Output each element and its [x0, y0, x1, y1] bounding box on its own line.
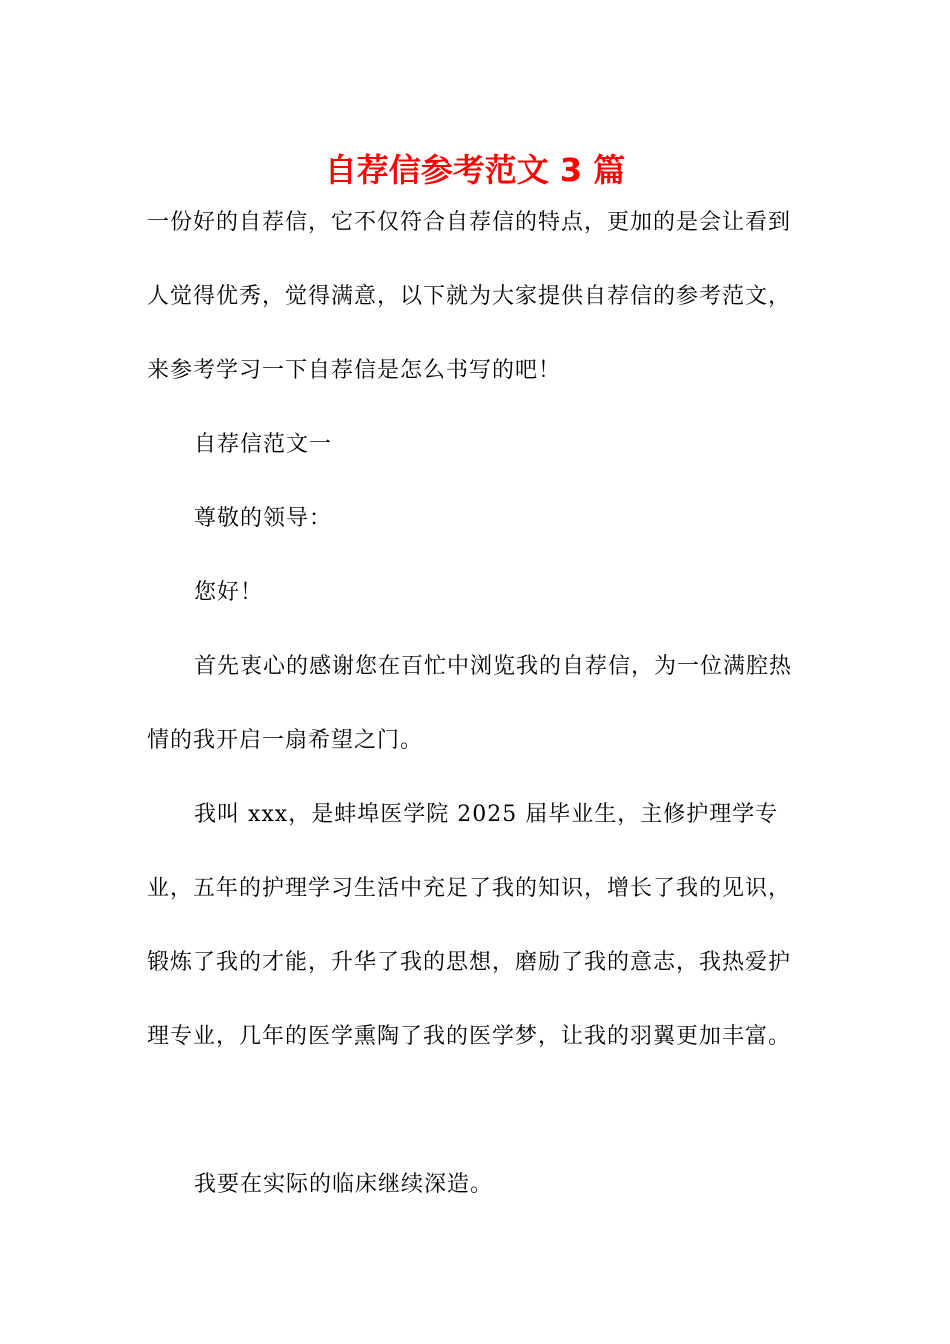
self-introduction-paragraph: 我叫 xxx，是蚌埠医学院 2025 届毕业生，主修护理学专业，五年的护理学习生活中充足了我的知识，增长了我的见识，锻炼了我的才能，升华了我的思想，磨励了我的意志，我热爱护理专业，几年的医学熏陶了我的医学梦，让我的羽翼更加丰富。 [147, 802, 792, 1049]
paragraph-spacer [147, 1074, 807, 1148]
thanks-paragraph: 首先衷心的感谢您在百忙中浏览我的自荐信，为一位满腔热情的我开启一扇希望之门。 [147, 654, 793, 753]
document-body [147, 186, 807, 1222]
intro-paragraph: 一份好的自荐信，它不仅符合自荐信的特点，更加的是会让看到人觉得优秀，觉得满意，以下就为大家提供自荐信的参考范文，来参考学习一下自荐信是怎么书写的吧！ [147, 210, 792, 383]
goal-paragraph: 我要在实际的临床继续深造。 [194, 1172, 494, 1197]
document-title: 自荐信参考范文 3 篇 [324, 151, 626, 189]
section-heading-one: 自荐信范文一 [194, 432, 333, 457]
greeting-line: 您好！ [194, 580, 264, 605]
salutation-line: 尊敬的领导： [194, 506, 333, 531]
